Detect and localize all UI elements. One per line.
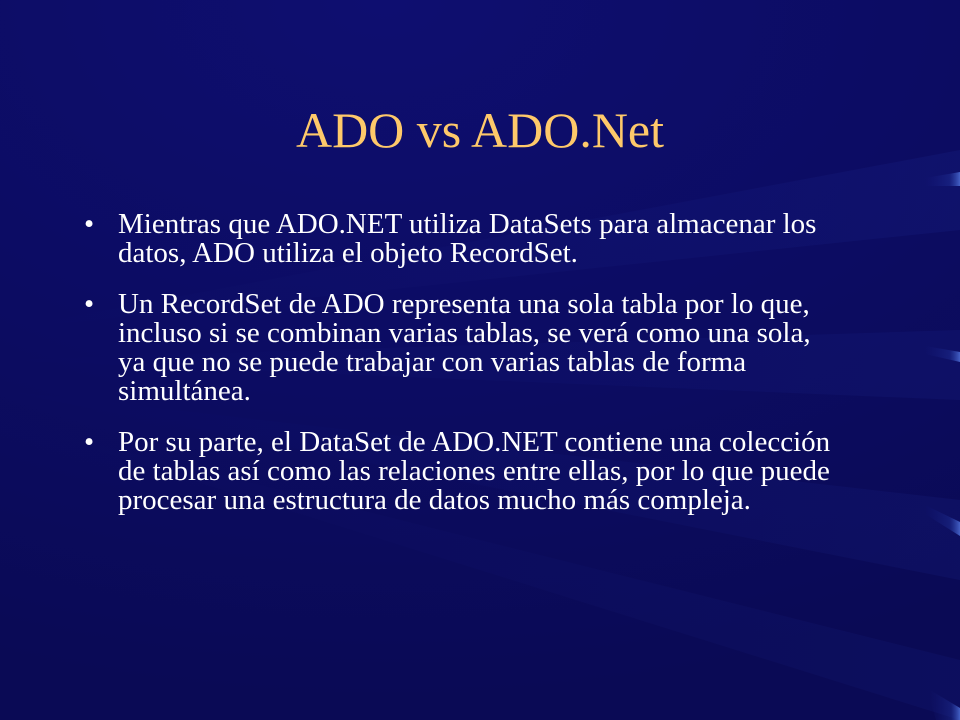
bullet-dot-icon: • — [84, 426, 95, 458]
bullet-text: Un RecordSet de ADO representa una sola tabla por lo que, incluso si se combinan varias tablas, se verá como una sola, ya que no se puede trabajar con varias tablas de forma simultánea. — [118, 288, 811, 407]
bullet-item — [84, 290, 844, 406]
bullet-item — [84, 210, 844, 268]
bullet-dot-icon: • — [84, 208, 95, 240]
bullet-item — [84, 428, 844, 515]
bullet-text: Por su parte, el DataSet de ADO.NET contiene una colección de tablas así como las relaciones entre ellas, por lo que puede procesar una estructura de datos mucho más compleja. — [118, 426, 831, 516]
slide-title: ADO vs ADO.Net — [295, 102, 665, 158]
bullet-dot-icon: • — [84, 288, 95, 320]
bullet-text: Mientras que ADO.NET utiliza DataSets para almacenar los datos, ADO utiliza el objeto RecordSet. — [118, 208, 817, 269]
bullet-list — [84, 210, 844, 537]
